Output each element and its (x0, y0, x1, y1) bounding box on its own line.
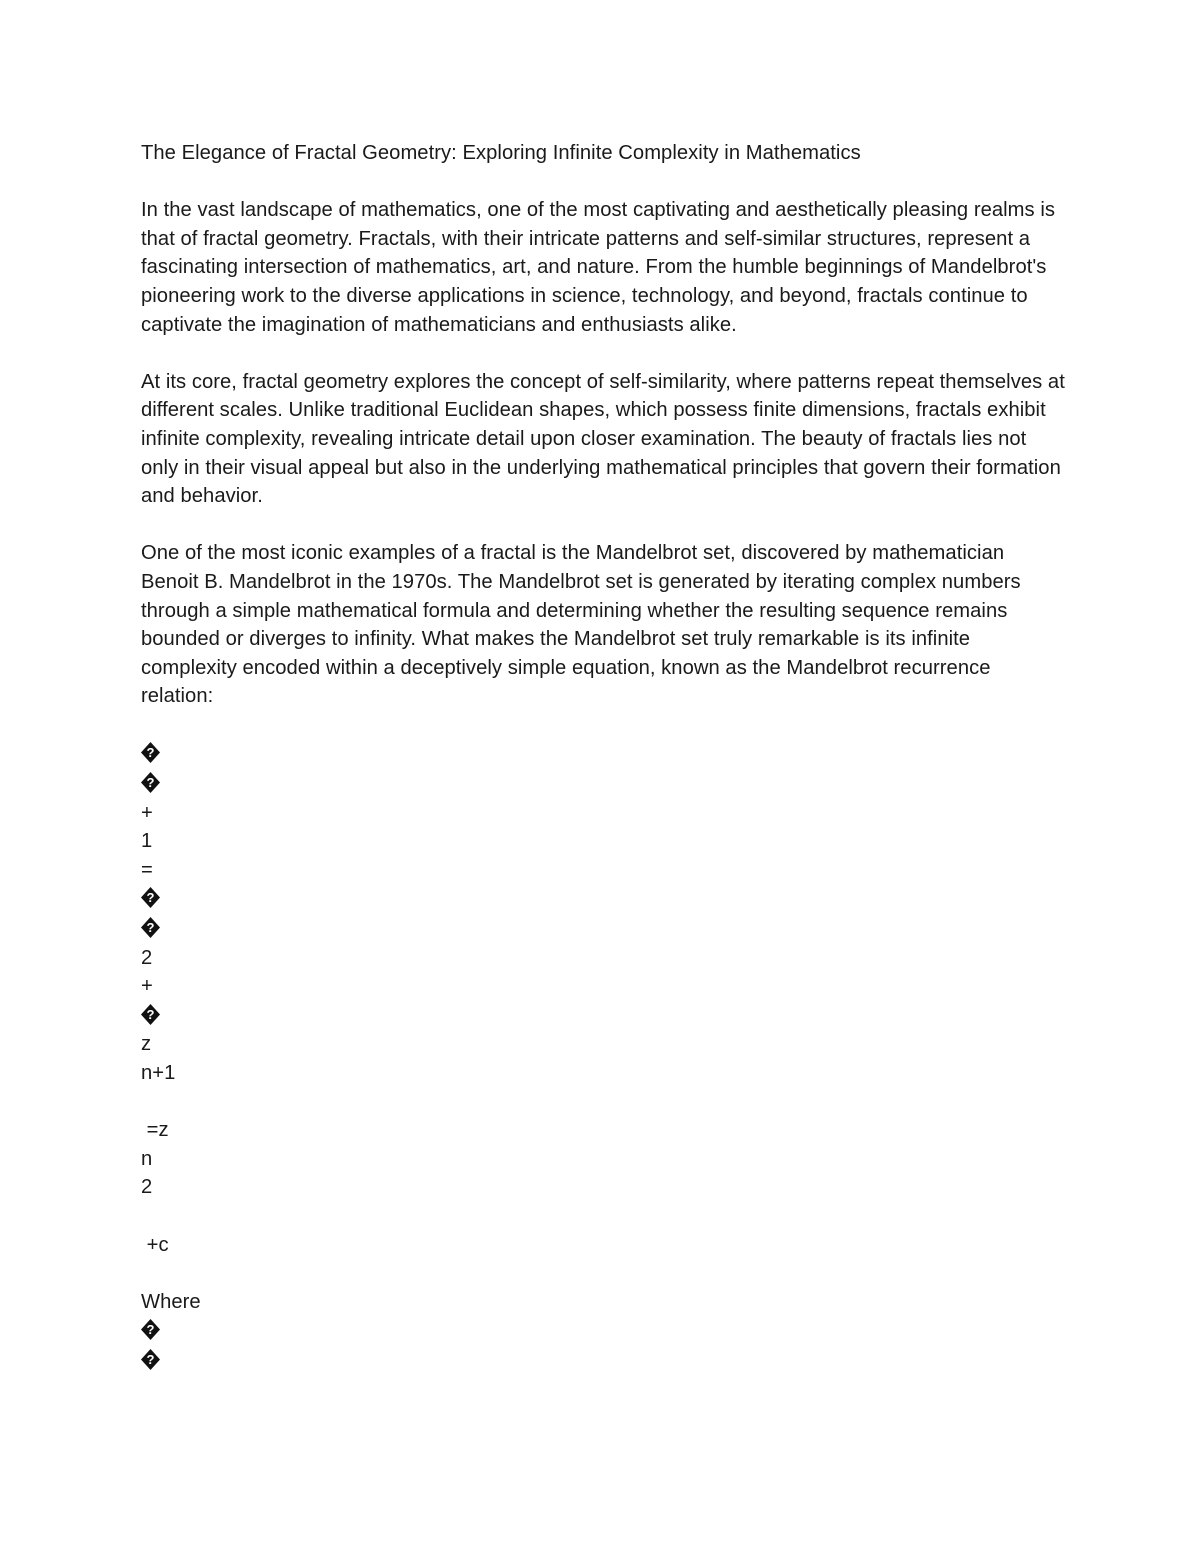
equation-glyph-line (141, 769, 1066, 799)
replacement-character-icon (141, 917, 160, 938)
replacement-character-icon (141, 772, 160, 793)
replacement-character-icon (141, 1349, 160, 1370)
svg-text:?: ? (146, 775, 155, 791)
equation-line (141, 1288, 1066, 1317)
svg-text:?: ? (146, 1351, 155, 1367)
equation-text: + (141, 801, 153, 824)
equation-line (141, 1116, 1066, 1145)
equation-glyph-line (141, 1346, 1066, 1376)
replacement-character-icon (141, 1004, 160, 1025)
svg-text:?: ? (146, 1322, 155, 1338)
document-title: The Elegance of Fractal Geometry: Exploring Infinite Complexity in Mathematics (141, 142, 861, 164)
blank-line (141, 711, 1066, 740)
equation-glyph-line (141, 914, 1066, 944)
blank-line (141, 339, 1066, 368)
replacement-character-icon (141, 742, 160, 763)
equation-line (141, 1059, 1066, 1088)
equation-text: n+1 (141, 1062, 176, 1084)
equation-text: 1 (141, 830, 153, 853)
equation-block (141, 739, 1066, 1375)
equation-line (141, 827, 1066, 856)
svg-text:?: ? (146, 1006, 155, 1022)
blank-line (141, 1259, 1066, 1288)
paragraph-mandelbrot: One of the most iconic examples of a fractal is the Mandelbrot set, discovered by mathematician Benoit B. Mandelbrot in the 1970s. The Mandelbrot set is generated by iterating complex numbers through a simple mathematical formula and determining whether the resulting sequence remains bounded or diverges to infinity. What makes the Mandelbrot set truly remarkable is its infinite complexity encoded within a deceptively simple equation, known as the Mandelbrot recurrence relation: (141, 542, 1021, 708)
equation-text: 2 (141, 946, 153, 969)
replacement-character-icon (141, 887, 160, 908)
equation-text: = (141, 858, 153, 881)
equation-line (141, 1231, 1066, 1260)
svg-text:?: ? (146, 745, 155, 761)
paragraph-intro: In the vast landscape of mathematics, one of the most captivating and aesthetically pleasing realms is that of fractal geometry. Fractals, with their intricate patterns and self-similar structures, represent a fascinating intersection of mathematics, art, and nature. From the humble beginnings of Mandelbrot's pioneering work to the diverse applications in science, technology, and beyond, fractals continue to captivate the imagination of mathematicians and enthusiasts alike. (141, 199, 1056, 336)
equation-text: 2 (141, 1176, 153, 1199)
document-page (141, 139, 1066, 1376)
svg-text:?: ? (146, 890, 155, 906)
paragraph-self-similarity: At its core, fractal geometry explores the concept of self-similarity, where patterns repeat themselves at different scales. Unlike traditional Euclidean shapes, which possess finite dimensions, fractals exhibit infinite complexity, revealing intricate detail upon closer examination. The beauty of fractals lies not only in their visual appeal but also in the underlying mathematical principles that govern their formation and behavior. (141, 370, 1065, 508)
equation-line (141, 1173, 1066, 1202)
blank-line (141, 511, 1066, 540)
equation-line (141, 972, 1066, 1001)
blank-line (141, 168, 1066, 197)
equation-glyph-line (141, 739, 1066, 769)
equation-glyph-line (141, 884, 1066, 914)
equation-glyph-line (141, 1316, 1066, 1346)
svg-text:?: ? (146, 920, 155, 936)
equation-text: Where (141, 1290, 201, 1313)
equation-text: z (141, 1033, 152, 1056)
equation-glyph-line (141, 1001, 1066, 1031)
equation-text: =z (141, 1119, 169, 1142)
replacement-character-icon (141, 1319, 160, 1340)
equation-text: n (141, 1147, 153, 1170)
equation-line (141, 1030, 1066, 1059)
blank-line (141, 1088, 1066, 1117)
equation-line (141, 1145, 1066, 1174)
equation-line (141, 799, 1066, 828)
equation-text: + (141, 975, 153, 998)
blank-line (141, 1202, 1066, 1231)
equation-line (141, 856, 1066, 885)
equation-text: +c (141, 1233, 169, 1256)
equation-line (141, 944, 1066, 973)
